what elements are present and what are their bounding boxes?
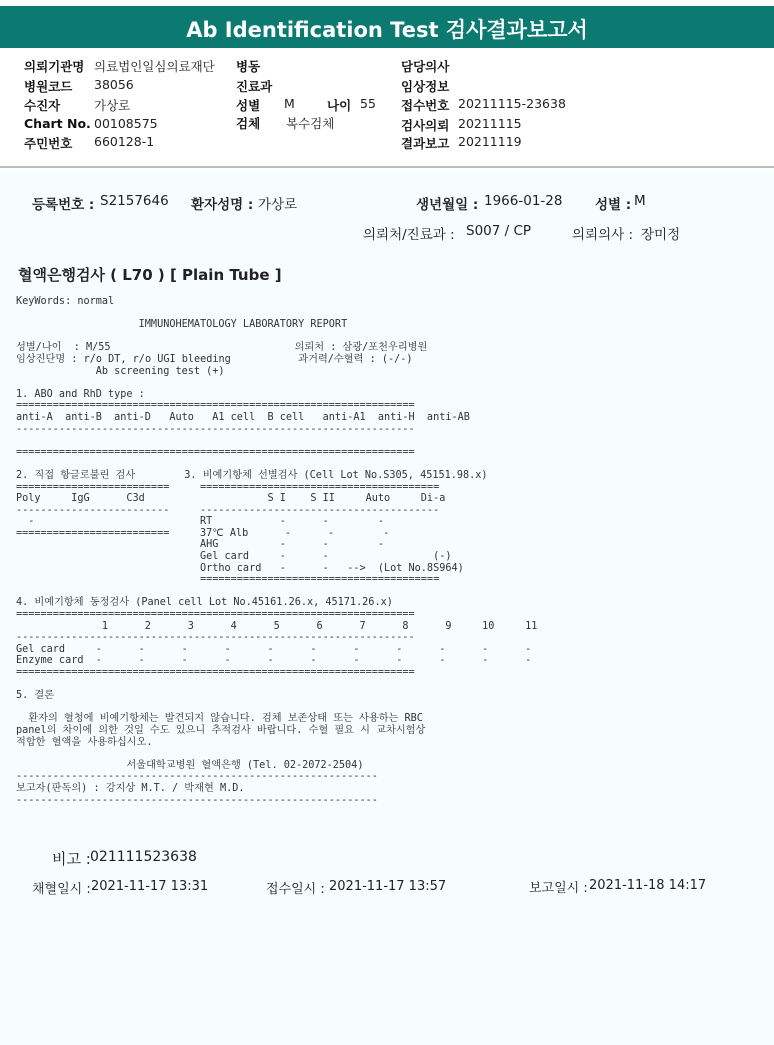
specimen-label: 검체 [236,116,261,131]
report-line: ======================================= [16,574,440,586]
report-line: - RT - - - [16,516,385,528]
report-line [16,586,537,598]
report-line: 2. 직접 항글로불린 검사 3. 비예기항체 선별검사 (Cell Lot No.S305, 45151.98.x) [16,469,488,481]
reg-no-value: S2157646 [100,193,169,209]
remarks-label: 비고 : [52,850,91,868]
report-line: Ab screening test (+) [16,365,225,377]
report-header [0,48,774,168]
report-line [16,308,537,320]
report-line: 적합한 혈액을 사용하십시오. [16,736,153,748]
collected-value: 2021-11-17 13:31 [91,879,209,894]
ward-label: 병동 [236,59,261,74]
chart-no-label: Chart No. [24,116,91,131]
report-line: 5. 결론 [16,690,55,702]
doctor-label: 담당의사 [401,59,450,74]
report-line: 임상진단명 : r/o DT, r/o UGI bleeding 과거력/수혈력 : (-/-) [16,353,413,365]
report-line: 1. ABO and RhD type : [16,388,145,400]
age-value: 55 [360,96,376,111]
report-date-label: 결과보고 [401,136,450,151]
institution-label: 의뢰기관명 [24,59,85,74]
report-line: ========================= 37℃ Alb - - - [16,527,390,539]
report-line: Gel card - - (-) [16,551,452,563]
report-line [16,435,537,447]
report-line: AHG - - - [16,539,385,551]
report-line: ================================================================= [16,400,415,412]
reg-no-label: 등록번호 : [32,197,95,213]
report-title: Ab Identification Test 검사결과보고서 [186,18,588,42]
patient-name-label: 환자성명 : [191,197,254,213]
remarks-value: 021111523638 [90,849,197,865]
report-line: 보고자(판독의) : 강지상 M.T. / 박재현 M.D. [16,782,245,794]
patient-sex-label: 성별 : [595,197,632,213]
patient-sex-value: M [634,193,646,209]
sex-label: 성별 [236,98,261,113]
recipient-label: 수진자 [24,98,61,113]
receipt-no-value: 20211115-23638 [458,96,566,111]
report-line: IMMUNOHEMATOLOGY LABORATORY REPORT [16,319,348,331]
ref-doctor-value: 장미정 [641,227,681,243]
report-line: ========================= ======================================= [16,481,440,493]
report-line: Ortho card - - --> (Lot No.8S964) [16,562,464,574]
report-line [16,331,537,343]
request-label: 검사의뢰 [401,118,450,133]
report-line: 1 2 3 4 5 6 7 8 9 10 11 [16,620,538,632]
report-line: 서울대학교병원 혈액은행 (Tel. 02-2072-2504) [16,759,364,771]
report-line: 성별/나이 : M/55 의뢰처 : 삼광/포천우리병원 [16,342,428,354]
age-label: 나이 [327,98,352,113]
test-title: 혈액은행검사 ( L70 ) [ Plain Tube ] [18,266,282,284]
report-line: 4. 비예기항체 동정검사 (Panel cell Lot No.45161.26.x, 45171.26.x) [16,597,393,609]
dob-value: 1966-01-28 [484,193,563,209]
patient-name-value: 가상로 [258,197,298,213]
report-line [16,679,537,691]
recipient-value: 가상로 [94,98,131,113]
report-body [16,296,537,806]
report-line: Gel card - - - - - - - - - - - [16,643,532,655]
chart-no-value: 00108575 [94,116,158,131]
institution-value: 의료법인일심의료재단 [94,59,215,74]
report-line: ================================================================= [16,446,415,458]
report-line [16,702,537,714]
hospital-code-label: 병원코드 [24,79,73,94]
report-line: Poly IgG C3d S I S II Auto Di-a [16,493,446,505]
sex-value: M [284,96,295,111]
report-line [16,458,537,470]
hospital-code-value: 38056 [94,77,134,92]
report-line: ================================================================= [16,667,415,678]
report-line: ----------------------------------------------------------------- [16,632,415,644]
report-line [16,748,537,760]
request-value: 20211115 [458,116,522,131]
report-date-value: 20211119 [458,134,522,149]
report-line: ----------------------------------------------------------- [16,771,378,783]
resident-no-label: 주민번호 [24,136,73,151]
report-line: 환자의 혈청에 비예기항체는 발견되지 않습니다. 검체 보존상태 또는 사용하는 RBC [16,713,423,725]
specimen-value: 복수검체 [286,116,335,131]
clinical-info-label: 임상정보 [401,79,450,94]
report-line: panel의 차이에 의한 것일 수도 있으니 추적검사 바랍니다. 수혈 필요 시 교차시험상 [16,724,426,736]
report-line: ================================================================= [16,609,415,621]
ref-doctor-label: 의뢰의사 : [572,227,634,243]
referrer-label: 의뢰처/진료과 : [363,227,455,243]
report-line: ------------------------- --------------------------------------- [16,504,440,516]
dept-label: 진료과 [236,79,273,94]
report-line: anti-A anti-B anti-D Auto A1 cell B cell anti-A1 anti-H anti-AB [16,411,470,423]
resident-no-value: 660128-1 [94,134,155,149]
result-sheet [0,170,774,1045]
referrer-value: S007 / CP [466,223,532,239]
dob-label: 생년월일 : [416,197,479,213]
receipt-no-label: 접수번호 [401,98,450,113]
report-line: ----------------------------------------------------------- [16,794,378,806]
report-line [16,377,537,389]
received-label: 접수일시 : [266,882,325,897]
collected-label: 채혈일시 : [32,882,91,897]
report-line: ----------------------------------------------------------------- [16,423,415,435]
title-bar [0,0,774,48]
report-line: KeyWords: normal [16,296,115,307]
report-line: Enzyme card - - - - - - - - - - - [16,655,532,667]
received-value: 2021-11-17 13:57 [329,879,447,894]
reported-label: 보고일시 : [529,881,588,896]
reported-value: 2021-11-18 14:17 [589,878,707,893]
